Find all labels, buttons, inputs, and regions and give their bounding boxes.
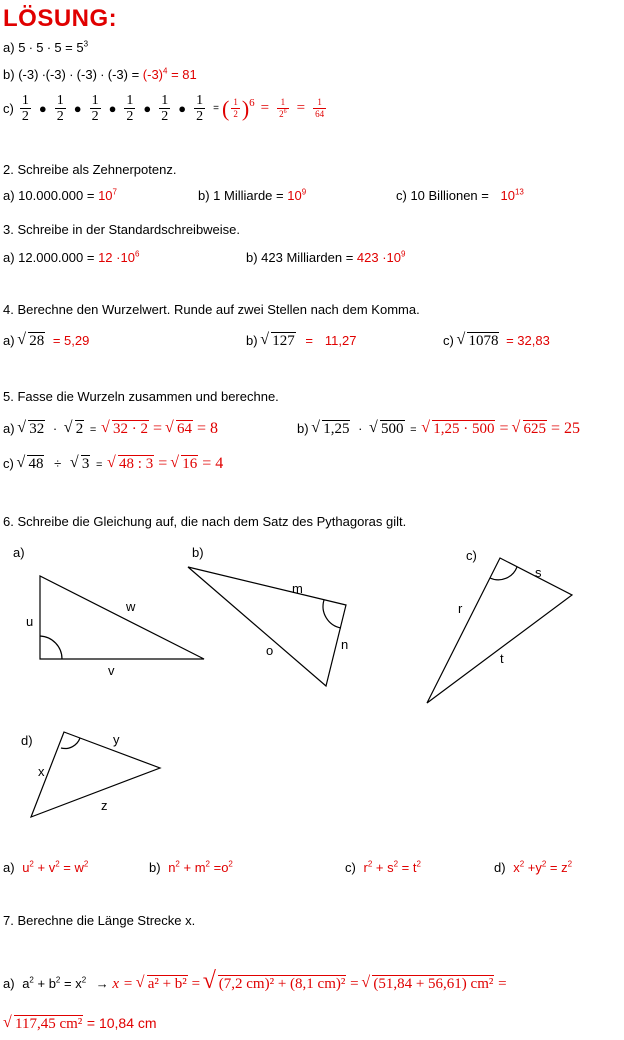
triangle-a [40, 576, 204, 659]
fig-d-y: y [113, 732, 120, 747]
fig-b-m: m [292, 581, 303, 596]
fig-b-label: b) [192, 545, 204, 560]
triangle-d [31, 732, 160, 817]
task1-b-answer: $(-3)^4 = 81$ [142, 66, 197, 82]
fig-a-v: v [108, 663, 115, 678]
task4-b: b) √ 127 = 11,27 [246, 333, 356, 350]
fig-b-n: n [341, 637, 349, 652]
task2-c: c) 10 Billionen = $10^{13}$ [396, 187, 524, 203]
task4-heading: 4. Berechne den Wurzelwert. Runde auf zwei Stellen nach dem Komma. [3, 302, 420, 317]
fig-d-z: z [101, 798, 108, 813]
task4-a: a) √ 28 = 5,29 [3, 333, 89, 350]
task7-line1: a) $a^2 + b^2 = x^2 \to x$ = √ a² + b² = √ (7,2 cm)² + (8,1 cm)² = √ (51,84 + 56,61) cm² = [3, 976, 507, 993]
page-title: LÖSUNG: [3, 5, 118, 32]
right-angle-arc-d [61, 738, 80, 749]
task6-heading: 6. Schreibe die Gleichung auf, die nach dem Satz des Pythagoras gilt. [3, 514, 407, 529]
fig-c-label: c) [466, 548, 477, 563]
task1-a: a) $5 \cdot 5 \cdot 5 = 5^3$ [3, 39, 89, 55]
task5-c: c) √ 48 ÷ √ 3 = √ 48 : 3 = √ 16 = 4 [3, 455, 223, 473]
fig-a-u: u [26, 614, 34, 629]
fig-d-x: x [38, 764, 45, 779]
task2-heading: 2. Schreibe als Zehnerpotenz. [3, 162, 177, 177]
right-angle-arc-a [40, 636, 62, 659]
fig-c-r: r [458, 601, 463, 616]
fig-c-t: t [500, 651, 504, 666]
task3-heading: 3. Schreibe in der Standardschreibweise. [3, 222, 241, 237]
task5-heading: 5. Fasse die Wurzeln zusammen und berechne. [3, 389, 279, 404]
task7-line2: √ 117,45 cm² = 10,84 cm [4, 1015, 157, 1033]
fig-a-w: w [126, 599, 136, 614]
fig-d-label: d) [21, 733, 33, 748]
triangle-b [188, 567, 349, 686]
task6-answer-a: a) $u^2 + v^2 = w^2$ [3, 859, 89, 875]
task5-b: b) √ 1,25 · √ 500 = √ 1,25 · 500 = √ 625 = 25 [297, 420, 580, 438]
task6-answer-d: d) $x^2 +y^2 = z^2$ [494, 859, 573, 875]
task1-c: c) $\frac{1}{2}$ ● $\frac{1}{2}$ ● $\frac{1}{2}$ ● $\frac{1}{2}$ ● $\frac{1}{2}$ ● $\frac{1}{2}$ = ( $\frac{1}{2}$ ) $^6$ = $\frac{1}{2^6}$ = $\frac{1}{64}$ [3, 93, 328, 124]
fig-a-label: a) [13, 545, 25, 560]
task7-heading: 7. Berechne die Länge Strecke x. [3, 913, 196, 928]
task6-answer-b: b) $n^2 + m^2 =o^2$ [149, 859, 233, 875]
task3-b: b) 423 Milliarden = $423 \cdot 10^9$ [246, 249, 406, 265]
task5-a: a) √ 32 · √ 2 = √ 32 · 2 = √ 64 = 8 [3, 420, 218, 438]
task4-c: c) √ 1078 = 32,83 [443, 333, 550, 350]
right-angle-arc-b [323, 600, 341, 628]
fig-c-s: s [535, 565, 542, 580]
task2-b: b) 1 Milliarde = $10^9$ [198, 187, 307, 203]
task2-a: a) $10.000.000 = 10^7$ [3, 187, 117, 203]
fig-b-o: o [266, 643, 274, 658]
task6-answer-c: c) $r^2 + s^2 = t^2$ [345, 859, 421, 875]
task3-a: a) $12.000.000 = 12 \cdot 10^6$ [3, 249, 140, 265]
task1-b: b) $(-3) \cdot(-3) \cdot (-3) \cdot (-3) = (-3)^4 = 81$ [3, 66, 197, 82]
task1-c-answer: ( $\frac{1}{2}$ ) $^6$ = $\frac{1}{2^6}$ = $\frac{1}{64}$ [221, 95, 325, 121]
